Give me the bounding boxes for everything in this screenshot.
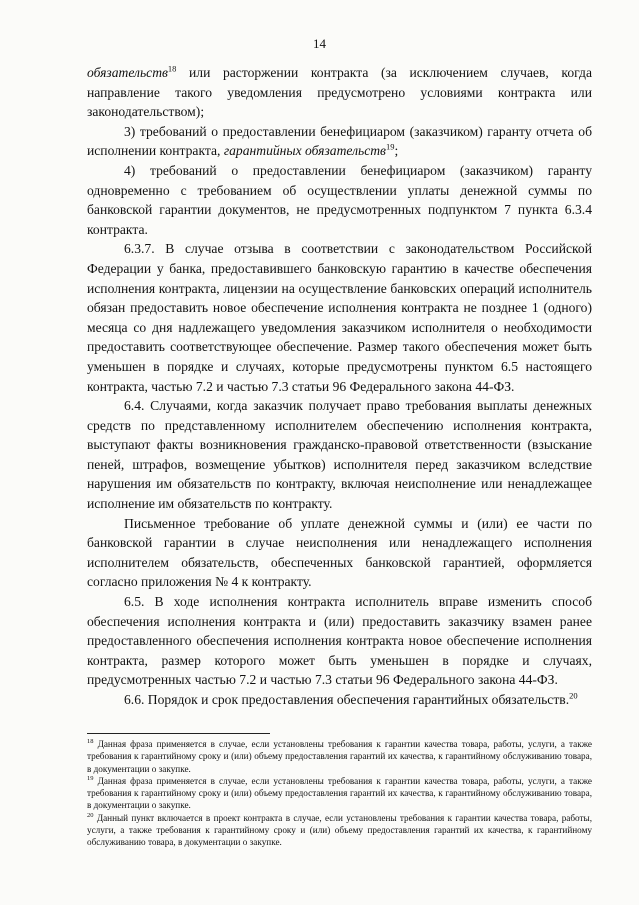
paragraph-text: 6.6. Порядок и срок предоставления обеспечения гарантийных обязательств. xyxy=(124,692,570,707)
italic-term: обязательств xyxy=(87,65,168,80)
paragraph-3 xyxy=(87,161,592,239)
paragraph-text: 6.3.7. В случае отзыва в соответствии с законодательством Российской Федерации у банка, предоставившего банковскую гарантию в качестве обеспечения исполнения контракта, лицензии на осуществление банковских операций исполнитель обязан предоставить новое обеспечение исполнения контракта не позднее 1 (одного) месяца со дня надлежащего уведомления заказчиком исполнителя о необходимости предоставить соответствующее обеспечение. Размер такого обеспечения может быть уменьшен в порядке и случаях, которые предусмотрены пунктом 6.5 настоящего контракта, частью 7.2 и частью 7.3 статьи 96 Федерального закона 44-ФЗ. xyxy=(87,241,592,394)
paragraph-text: 4) требований о предоставлении бенефициаром (заказчиком) гаранту одновременно с требованием об осуществлении уплаты денежной суммы по банковской гарантии документов, не предусмотренных подпунктом 7 пункта 6.3.4 контракта. xyxy=(87,162,592,237)
paragraph-4 xyxy=(87,239,592,396)
footnote-mark: 18 xyxy=(87,737,94,745)
footnote-20 xyxy=(87,812,592,849)
italic-term: гарантийных обязательств xyxy=(223,143,386,159)
footnote-divider xyxy=(87,733,270,734)
page-number: 14 xyxy=(313,36,326,51)
footnote-ref: 20 xyxy=(569,690,578,701)
footnote-ref: 18 xyxy=(167,63,177,74)
footnote-19 xyxy=(87,775,592,812)
paragraph-text: или расторжении контракта (за исключением случаев, когда направление такого уведомления предусмотрено условиями контракта или законодательством); xyxy=(87,65,592,120)
paragraph-5 xyxy=(87,396,592,514)
paragraph-text: 6.4. Случаями, когда заказчик получает право требования выплаты денежных средств по представленному исполнителем обеспечению исполнения контракта, выступают факты возникновения гражданско-правовой ответственности (взыскание пеней, штрафов, возмещение убытков) исполнителя перед заказчиком вследствие нарушения им обязательств по контракту, включая неисполнение или ненадлежащее исполнение им обязательств по контракту. xyxy=(87,398,592,512)
paragraph-2 xyxy=(87,122,592,161)
paragraph-tail: ; xyxy=(394,143,399,159)
footnote-mark: 19 xyxy=(87,774,94,782)
footnote-mark: 20 xyxy=(87,811,94,819)
paragraph-1 xyxy=(87,63,592,122)
paragraph-8 xyxy=(87,690,592,710)
paragraph-7 xyxy=(87,592,592,690)
footnote-text: Данная фраза применяется в случае, если установлены требования к гарантии качества товара, работы, услуги, а также требования к гарантийному сроку и (или) объему предоставления гарантий их качества, к гарантийному обслуживанию товара, в документации о закупке. xyxy=(87,739,592,774)
footnotes xyxy=(87,738,592,849)
footnote-ref: 19 xyxy=(385,141,395,152)
paragraph-text: 6.5. В ходе исполнения контракта исполнитель вправе изменить способ обеспечения исполнения контракта и (или) предоставить заказчику взамен ранее предоставленного обеспечения исполнения контракта новое обеспечение исполнения контракта, размер которого может быть уменьшен в порядке и случаях, предусмотренных частью 7.2 и частью 7.3 статьи 96 Федерального закона 44-ФЗ. xyxy=(87,594,592,688)
footnote-text: Данная фраза применяется в случае, если установлены требования к гарантии качества товара, работы, услуги, а также требования к гарантийному сроку и (или) объему предоставления гарантий их качества, к гарантийному обслуживанию товара, в документации о закупке. xyxy=(87,775,592,811)
paragraph-text: Письменное требование об уплате денежной суммы и (или) ее части по банковской гарантии в случае неисполнения или ненадлежащего исполнения исполнителем обязательств, обеспеченных банковской гарантией, оформляется согласно приложения № 4 к контракту. xyxy=(87,515,592,590)
body-text xyxy=(87,63,592,710)
paragraph-text: 3) требований о предоставлении бенефициаром (заказчиком) гаранту отчета об исполнении контракта, xyxy=(87,123,592,159)
footnote-text: Данный пункт включается в проект контракта в случае, если установлены требования к гарантии качества товара, работы, услуги, а также требования к гарантийному сроку и (или) объему предоставления гарантий их качества, к гарантийному обслуживанию товара, в документации о закупке. xyxy=(87,812,592,848)
paragraph-6 xyxy=(87,514,592,592)
footnote-18 xyxy=(87,738,592,775)
